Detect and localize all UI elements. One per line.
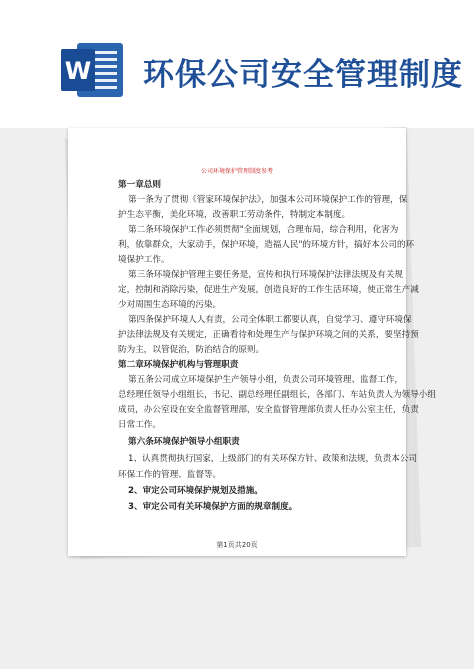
paragraph-line: 第三条环境保护管理主要任务是，宣传和执行环境保护法律法规及有关规 [128,270,404,280]
section-heading: 第六条环境保护领导小组职责 [128,437,240,447]
paragraph-line: 护法律法规及有关规定，正确看待和处理生产与保护环境之间的关系，要坚持预 [118,330,419,340]
word-icon [59,39,127,101]
paragraph-line: 境保护工作。 [118,255,170,265]
document-page [68,128,436,556]
paragraph-line: 总经理任领导小组组长，书记、副总经理任副组长，各部门、车站负责人为领导小组 [118,390,436,400]
paragraph-line: 日常工作。 [118,420,161,430]
paragraph-line: 成员，办公室设在安全监督管理部，安全监督管理部负责人任办公室主任，负责 [118,405,419,415]
paragraph-line: 少对周围生态环境的污染。 [118,300,222,310]
paragraph-line: 定，控制和消除污染，促进生产发展，创造良好的工作生活环境，使正常生产减 [118,285,419,295]
paragraph-line: 第一条为了贯彻《管家环境保护法》，加强本公司环境保护工作的管理，保 [128,195,408,205]
list-item: 3、审定公司有关环境保护方面的规章制度。 [128,502,298,512]
paragraph-line: 1、认真贯彻执行国家，上级部门的有关环保方针、政策和法规，负责本公司 [128,454,418,464]
page-footer: 第1页共20页 [216,541,258,549]
list-item: 2、审定公司环境保护规划及措施。 [128,486,263,496]
paragraph-line: 防为主，以管促治，防治结合的原则。 [118,345,265,355]
word-logo-letter: W [64,57,92,85]
document-heading: 公司环境保护管理制度参考 [200,168,273,175]
paragraph-line: 护生态平衡，美化环境，改善职工劳动条件，特制定本制度。 [118,210,351,220]
paragraph-line: 第五条公司成立环境保护生产领导小组，负责公司环境管理、监督工作， [128,375,404,385]
banner [0,0,474,128]
paragraph-line: 第二条环境保护工作必须贯彻"全面规划，合理布局，综合利用，化害为 [128,225,399,235]
paragraph-line: 环保工作的管理、监督等。 [118,470,222,480]
banner-title: 环保公司安全管理制度 [143,57,463,93]
paragraph-line: 第四条保护环境人人有责，公司全体职工都要认真，自觉学习、遵守环境保 [128,315,412,325]
chapter-heading: 第一章总则 [118,180,161,190]
chapter-heading: 第二章环境保护机构与管理职责 [118,360,239,370]
paragraph-line: 利，依靠群众，大家动手，保护环境，造福人民"的环境方针，搞好本公司的环 [118,240,415,250]
